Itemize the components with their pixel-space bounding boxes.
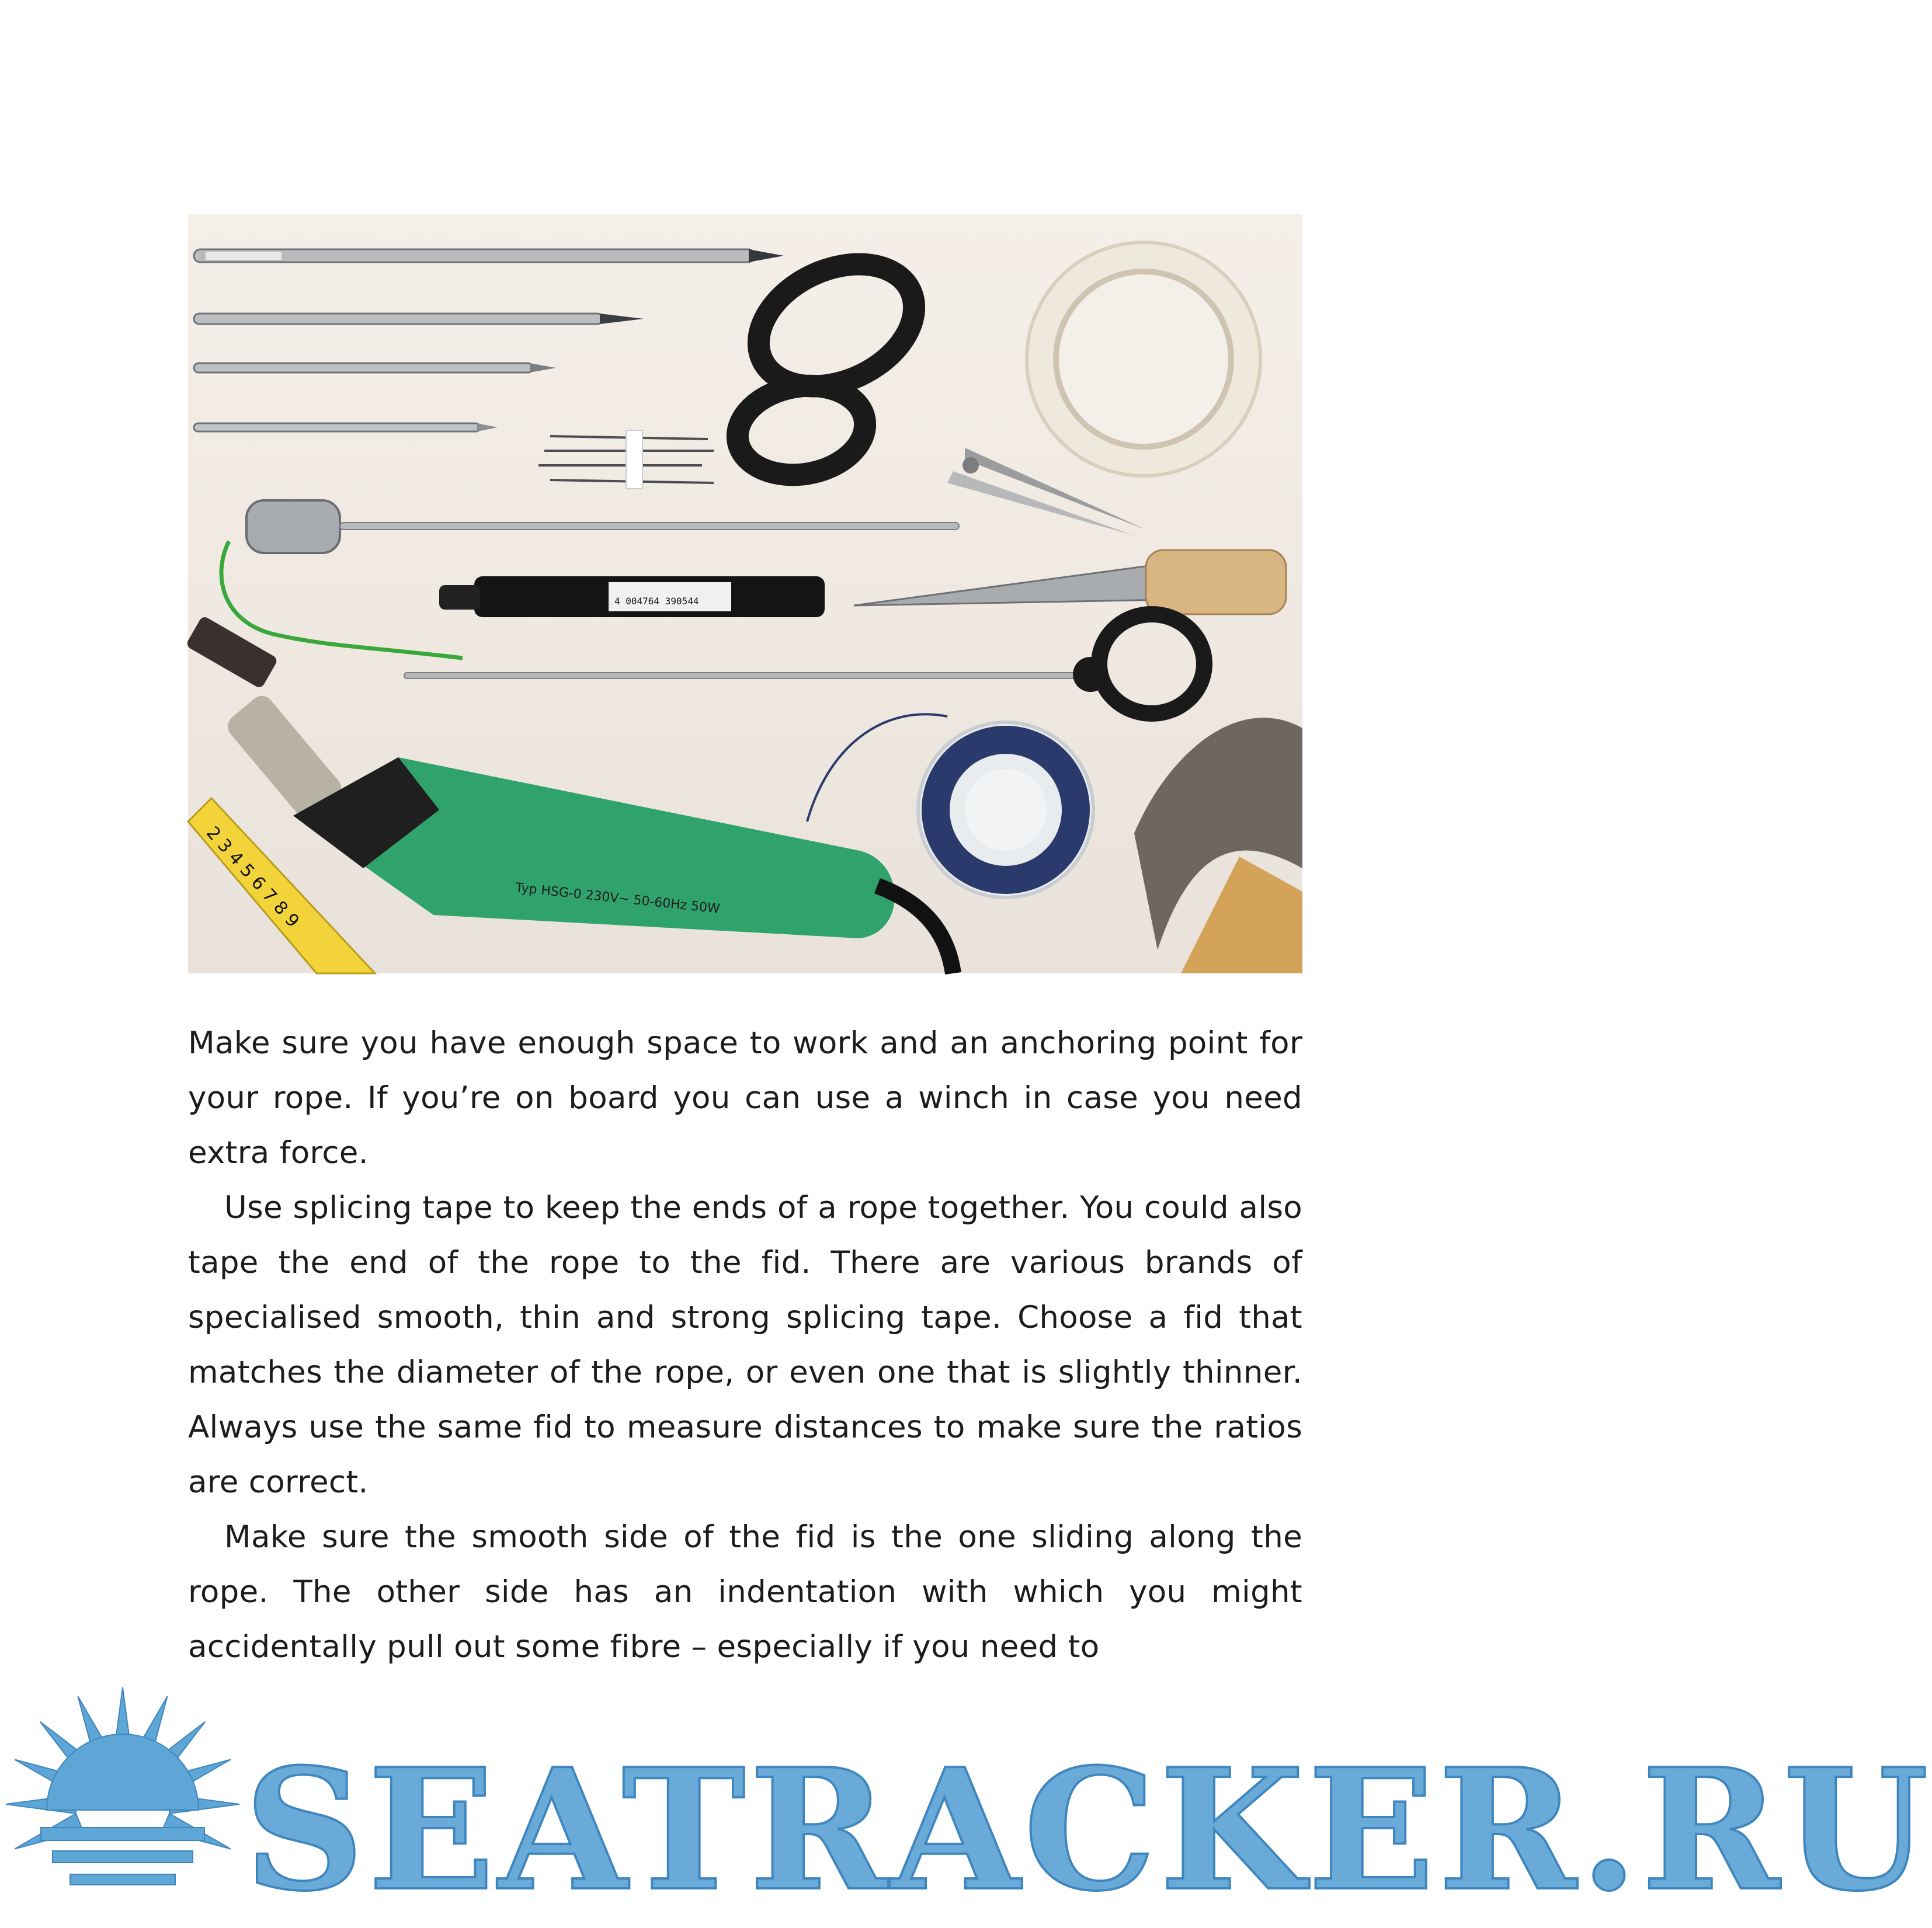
marker-pen-icon [439,576,825,617]
tools-illustration [188,214,1302,973]
swedish-fid-icon [854,550,1286,614]
paragraph-1: Make sure you have enough space to work and an anchoring point for your rope. If you’re on board you can use a winch in case you need extra force. [188,1025,1302,1171]
sun-icon [0,1682,245,1927]
tape-roll-icon [1027,242,1260,476]
watermark-text: SEATRACKER.RU [244,1732,1932,1928]
hammer-icon [1134,718,1302,973]
body-text [188,1016,1302,1675]
paragraph-3: Make sure the smooth side of the fid is the one sliding along the rope. The other side has an indentation with which you might accidentally pull out some fibre – especially if you need to [188,1519,1302,1665]
marker-barcode-text: 4 004764 390544 [614,596,699,607]
tape-measure-digits: 2 3 4 5 6 7 8 9 [202,822,303,932]
loop-fid-icon [404,614,1204,714]
tools-photo [188,214,1302,973]
hot-knife-label: Typ HSG-0 230V~ 50-60Hz 50W [515,881,721,917]
fid-icon [194,249,784,431]
needles-icon [538,430,714,489]
paragraph-2: Use splicing tape to keep the ends of a rope together. You could also tape the end of the rope to the fid. There are various brands of specialised smooth, thin and strong splicing tape. Choose a fid that matches the diameter of the rope, or even one that is slightly thinner. Always use the same fid to measure distances to make sure the ratios are correct. [188,1190,1302,1500]
watermark [0,1682,1932,1928]
